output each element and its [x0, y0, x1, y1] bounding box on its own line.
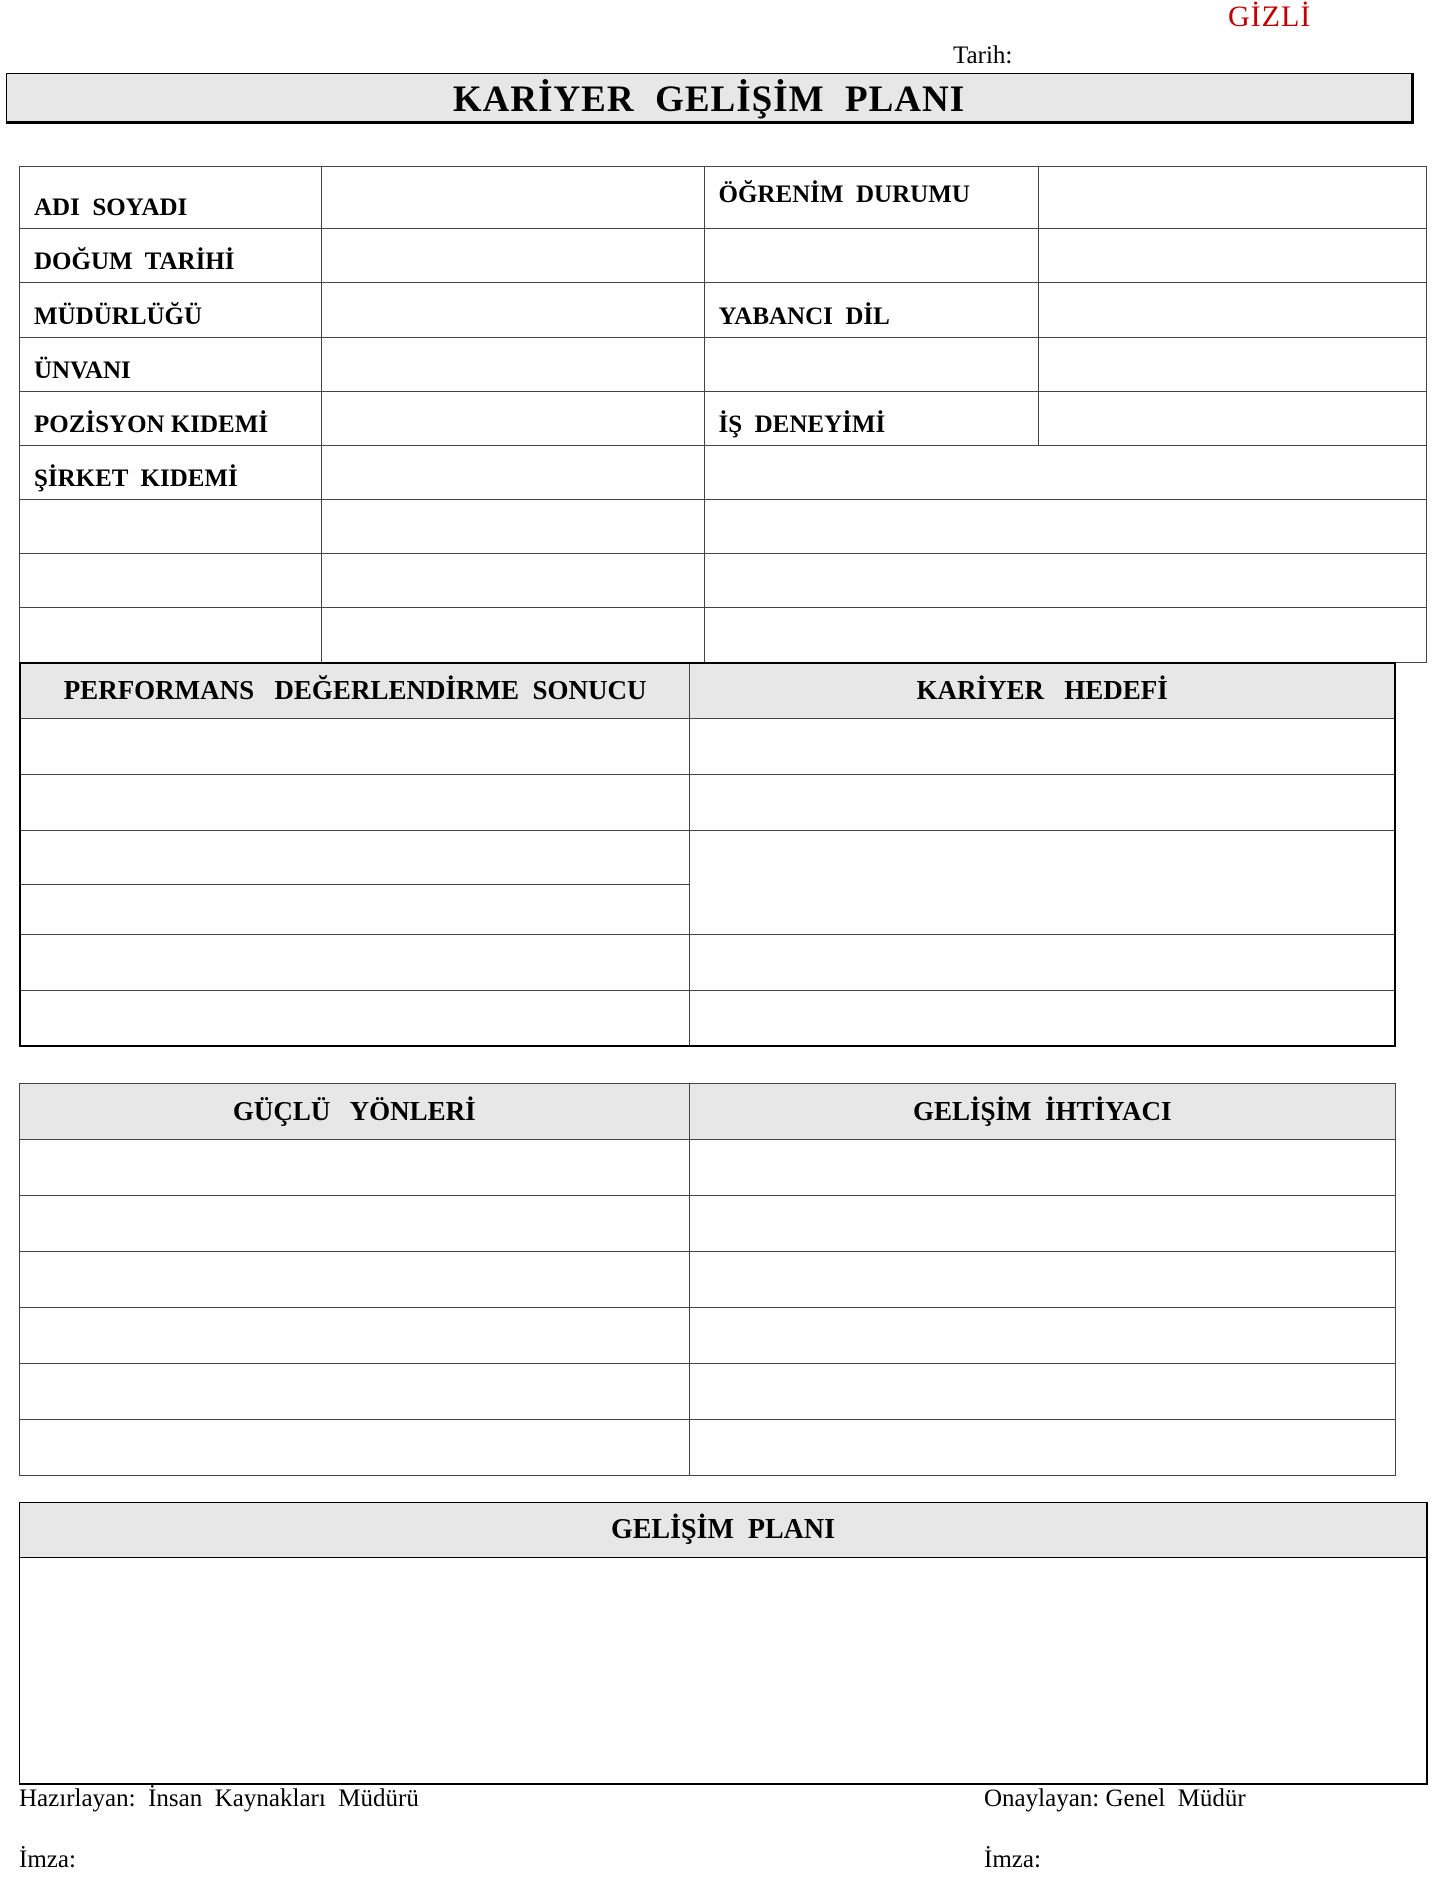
signature-right-label: İmza:	[984, 1846, 1041, 1873]
approved-by-label: Onaylayan: Genel Müdür	[984, 1785, 1246, 1812]
position-seniority-field[interactable]	[321, 392, 704, 446]
name-label: ADI SOYADI	[20, 167, 322, 229]
experience-line[interactable]	[704, 608, 1427, 663]
development-need-row[interactable]	[689, 1420, 1396, 1476]
personal-info-table	[19, 166, 1427, 663]
development-need-header: GELİŞİM İHTİYACI	[689, 1084, 1396, 1140]
directorate-field[interactable]	[321, 283, 704, 338]
title-label: ÜNVANI	[20, 338, 322, 392]
form-title-bar	[6, 73, 1414, 124]
blank-cell[interactable]	[20, 500, 322, 554]
performance-row[interactable]	[20, 830, 690, 884]
development-need-row[interactable]	[689, 1308, 1396, 1364]
strengths-header: GÜÇLÜ YÖNLERİ	[20, 1084, 690, 1140]
strengths-row[interactable]	[20, 1252, 690, 1308]
strengths-row[interactable]	[20, 1140, 690, 1196]
work-experience-field[interactable]	[1039, 392, 1427, 446]
strengths-row[interactable]	[20, 1364, 690, 1420]
strengths-row[interactable]	[20, 1308, 690, 1364]
name-field[interactable]	[321, 167, 704, 229]
performance-career-table	[19, 662, 1396, 1047]
performance-row[interactable]	[20, 990, 690, 1046]
career-goal-row[interactable]	[690, 718, 1395, 774]
education-extra-field[interactable]	[1039, 229, 1427, 283]
career-goal-row[interactable]	[690, 774, 1395, 830]
career-goal-row[interactable]	[690, 990, 1395, 1046]
performance-row[interactable]	[20, 934, 690, 990]
prepared-by-label: Hazırlayan: İnsan Kaynakları Müdürü	[19, 1785, 419, 1812]
career-goal-header: KARİYER HEDEFİ	[690, 663, 1395, 718]
position-seniority-label: POZİSYON KIDEMİ	[20, 392, 322, 446]
blank-cell[interactable]	[321, 500, 704, 554]
development-plan-area[interactable]	[20, 1558, 1426, 1783]
performance-header: PERFORMANS DEĞERLENDİRME SONUCU	[20, 663, 690, 718]
performance-row[interactable]	[20, 718, 690, 774]
performance-row[interactable]	[20, 774, 690, 830]
strengths-row[interactable]	[20, 1196, 690, 1252]
education-field[interactable]	[1039, 167, 1427, 229]
experience-line[interactable]	[704, 500, 1427, 554]
birth-date-field[interactable]	[321, 229, 704, 283]
signature-left-label: İmza:	[19, 1846, 76, 1873]
development-plan-box	[19, 1502, 1428, 1785]
blank-cell[interactable]	[321, 608, 704, 663]
blank-cell[interactable]	[321, 554, 704, 608]
directorate-label: MÜDÜRLÜĞÜ	[20, 283, 322, 338]
strengths-development-table	[19, 1083, 1396, 1476]
development-need-row[interactable]	[689, 1140, 1396, 1196]
language-extra-cell[interactable]	[704, 338, 1039, 392]
development-need-row[interactable]	[689, 1196, 1396, 1252]
career-goal-row[interactable]	[690, 830, 1395, 934]
development-plan-header: GELİŞİM PLANI	[20, 1503, 1426, 1558]
company-seniority-field[interactable]	[321, 446, 704, 500]
blank-cell[interactable]	[20, 608, 322, 663]
development-need-row[interactable]	[689, 1252, 1396, 1308]
experience-line[interactable]	[704, 446, 1427, 500]
title-field[interactable]	[321, 338, 704, 392]
confidential-label: GİZLİ	[1228, 0, 1312, 33]
experience-line[interactable]	[704, 554, 1427, 608]
development-need-row[interactable]	[689, 1364, 1396, 1420]
foreign-language-field[interactable]	[1039, 283, 1427, 338]
education-extra-cell[interactable]	[704, 229, 1039, 283]
form-title: KARİYER GELİŞİM PLANI	[452, 79, 966, 120]
date-label: Tarih:	[953, 42, 1013, 69]
performance-row[interactable]	[20, 884, 690, 934]
career-goal-row[interactable]	[690, 934, 1395, 990]
work-experience-label: İŞ DENEYİMİ	[704, 392, 1039, 446]
company-seniority-label: ŞİRKET KIDEMİ	[20, 446, 322, 500]
blank-cell[interactable]	[20, 554, 322, 608]
birth-date-label: DOĞUM TARİHİ	[20, 229, 322, 283]
education-label: ÖĞRENİM DURUMU	[704, 167, 1039, 229]
foreign-language-label: YABANCI DİL	[704, 283, 1039, 338]
language-extra-field[interactable]	[1039, 338, 1427, 392]
strengths-row[interactable]	[20, 1420, 690, 1476]
